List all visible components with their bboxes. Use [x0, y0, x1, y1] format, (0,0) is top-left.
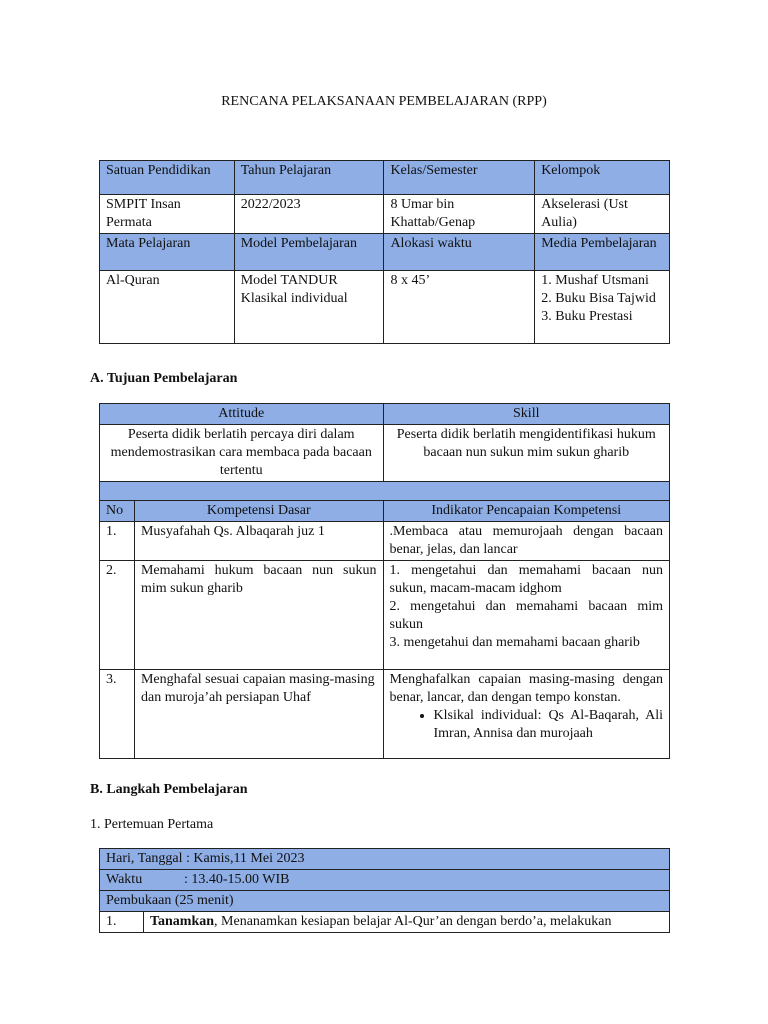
- table-row: [100, 670, 670, 759]
- steps-table: [99, 848, 670, 933]
- row-kd: Menghafal sesuai capaian masing-masing dan muroja’ah persiapan Uhaf: [134, 670, 383, 759]
- table-row: [100, 561, 670, 670]
- opening-row: [100, 891, 670, 912]
- step-text: [143, 912, 669, 933]
- competency-header-row: [100, 501, 670, 522]
- info-cell: Tahun Pelajaran: [234, 161, 384, 195]
- info-cell: Alokasi waktu: [384, 234, 535, 271]
- info-value-row: [100, 195, 670, 234]
- spacer-cell: [100, 482, 670, 501]
- row-kd: Memahami hukum bacaan nun sukun mim sukun gharib: [134, 561, 383, 670]
- info-cell: Kelompok: [535, 161, 670, 195]
- info-cell: Mata Pelajaran: [100, 234, 235, 271]
- media-item: 2. Buku Bisa Tajwid: [541, 291, 656, 306]
- document-title: RENCANA PELAKSANAAN PEMBELAJARAN (RPP): [221, 94, 547, 109]
- time-value: : 13.40-15.00 WIB: [184, 872, 290, 887]
- objectives-table: [99, 403, 670, 759]
- section-a-heading: A. Tujuan Pembelajaran: [90, 371, 238, 386]
- info-table: [99, 160, 670, 344]
- row-no: 2.: [100, 561, 135, 670]
- info-value-row: [100, 271, 670, 344]
- section-b-heading: B. Langkah Pembelajaran: [90, 782, 248, 797]
- info-header-row: [100, 234, 670, 271]
- info-cell: 8 x 45’: [384, 271, 535, 344]
- row-indicator: .Membaca atau memurojaah dengan bacaan benar, jelas, dan lancar: [383, 522, 670, 561]
- row-indicator: [383, 670, 670, 759]
- info-cell: SMPIT Insan Permata: [100, 195, 235, 234]
- indicator-line: Menghafalkan capaian masing-masing dengan benar, lancar, dan dengan tempo konstan.: [389, 672, 663, 705]
- skill-text: Peserta didik berlatih mengidentifikasi hukum bacaan nun sukun mim sukun gharib: [383, 425, 670, 482]
- attitude-header: Attitude: [100, 404, 384, 425]
- spacer-row: [100, 482, 670, 501]
- row-indicator: [383, 561, 670, 670]
- step-bold: Tanamkan: [149, 914, 215, 929]
- row-kd: Musyafahah Qs. Albaqarah juz 1: [134, 522, 383, 561]
- table-row: [100, 912, 670, 933]
- indicator-line: 3. mengetahui dan memahami bacaan gharib: [389, 635, 640, 650]
- meeting-label: 1. Pertemuan Pertama: [90, 817, 214, 832]
- indicator-line: 2. mengetahui dan memahami bacaan mim sukun: [389, 599, 663, 632]
- info-cell: Model Pembelajaran: [234, 234, 384, 271]
- info-cell: Model TANDUR Klasikal individual: [234, 271, 384, 344]
- row-no: 1.: [100, 522, 135, 561]
- day-cell: Hari, Tanggal : Kamis,11 Mei 2023: [100, 849, 670, 870]
- media-list-cell: [535, 271, 670, 344]
- media-item: 3. Buku Prestasi: [541, 309, 633, 324]
- time-row: [100, 870, 670, 891]
- col-no: No: [100, 501, 135, 522]
- col-indicator: Indikator Pencapaian Kompetensi: [383, 501, 670, 522]
- info-cell: Akselerasi (Ust Aulia): [535, 195, 670, 234]
- indicator-bullet: • Klsikal individual: Qs Al-Baqarah, Ali Imran, Annisa dan murojaah: [434, 707, 664, 743]
- step-rest: , Menanamkan kesiapan belajar Al-Qur’an dengan berdo’a, melakukan: [214, 914, 612, 929]
- info-cell: 2022/2023: [234, 195, 384, 234]
- info-cell: Kelas/Semester: [384, 161, 535, 195]
- row-no: 3.: [100, 670, 135, 759]
- time-label: Waktu: [106, 872, 143, 887]
- info-cell: Al-Quran: [100, 271, 235, 344]
- media-item: 1. Mushaf Utsmani: [541, 273, 649, 288]
- opening-cell: Pembukaan (25 menit): [100, 891, 670, 912]
- indicator-line: 1. mengetahui dan memahami bacaan nun sukun, macam-macam idghom: [389, 563, 663, 596]
- objectives-header-row: [100, 404, 670, 425]
- info-header-row: [100, 161, 670, 195]
- step-no: 1.: [100, 912, 144, 933]
- skill-header: Skill: [383, 404, 670, 425]
- col-kd: Kompetensi Dasar: [134, 501, 383, 522]
- objectives-text-row: [100, 425, 670, 482]
- info-cell: Satuan Pendidikan: [100, 161, 235, 195]
- table-row: [100, 522, 670, 561]
- info-cell: 8 Umar bin Khattab/Genap: [384, 195, 535, 234]
- day-row: [100, 849, 670, 870]
- attitude-text: Peserta didik berlatih percaya diri dalam mendemostrasikan cara membaca pada bacaan tertentu: [100, 425, 384, 482]
- info-cell: Media Pembelajaran: [535, 234, 670, 271]
- indicator-bullet-list: [390, 707, 664, 743]
- time-cell: [100, 870, 670, 891]
